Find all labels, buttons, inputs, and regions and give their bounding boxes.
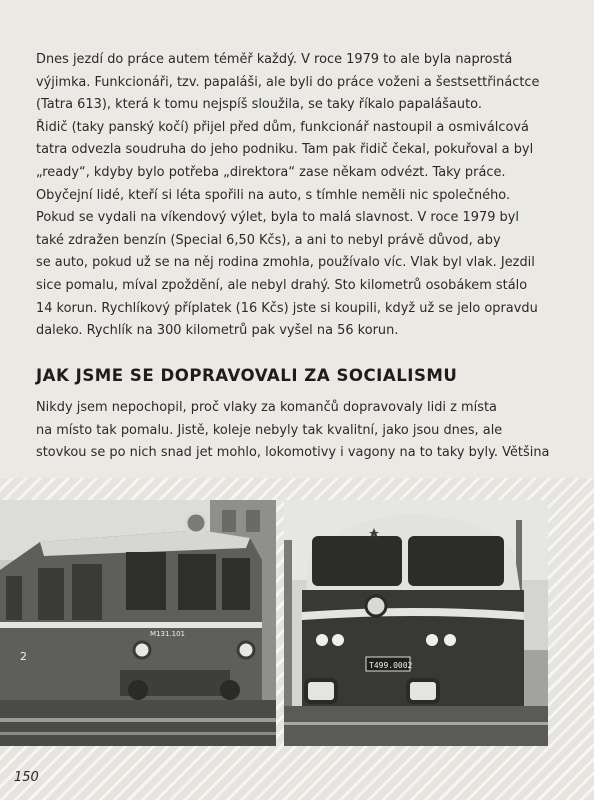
railcar-number: M131.101 <box>150 630 185 638</box>
text-line: na místo tak pomalu. Jistě, koleje nebyly tak kvalitní, jako jsou dnes, ale <box>36 422 503 438</box>
section-heading: JAK JSME SE DOPRAVOVALI ZA SOCIALISMU <box>36 366 458 385</box>
text-line: Nikdy jsem nepochopil, proč vlaky za komančů dopravovaly lidi z místa <box>36 400 497 415</box>
text-line: tatra odvezla soudruha do jeho podniku. Tam pak řidič čekal, pokuřoval a byl <box>36 142 534 158</box>
text-line: (Tatra 613), která k tomu nejspíš sloužila, se taky říkalo papalášauto. <box>36 97 482 113</box>
text-line: Obyčejní lidé, kteří si léta spořili na auto, s tímhle neměli nic společného. <box>36 187 511 203</box>
text-line: výjimka. Funkcionáři, tzv. papaláši, ale byli do práce voženi a šestsettřináctce <box>36 74 540 90</box>
text-line: Dnes jezdí do práce autem téměř každý. V roce 1979 to ale byla naprostá <box>36 52 513 67</box>
text-line: stovkou se po nich snad jet mohlo, lokomotivy i vagony na to taky byly. Většina <box>36 445 550 461</box>
text-line: „ready“, kdyby bylo potřeba „direktora“ zase někam odvézt. Taky práce. <box>36 164 506 180</box>
text-line: Řidič (taky panský kočí) přijel před dům, funkcionář nastoupil a osmiválcová <box>36 119 529 135</box>
text-line: také zdražen benzín (Special 6,50 Kčs), a ani to nebyl právě důvod, aby <box>36 232 501 248</box>
page-number: 150 <box>14 770 39 785</box>
text-line: se auto, pokud už se na něj rodina zmohla, používalo víc. Vlak byl vlak. Jezdil <box>36 255 535 271</box>
text-line: Pokud se vydali na víkendový výlet, byla to malá slavnost. V roce 1979 byl <box>36 210 520 226</box>
locomotive-photo <box>284 500 548 746</box>
intro-paragraph <box>36 49 561 343</box>
text-line: 14 korun. Rychlíkový příplatek (16 Kčs) jste si koupili, když už se jelo opravdu <box>36 300 538 316</box>
text-line: sice pomalu, míval zpoždění, ale nebyl drahý. Sto kilometrů osobákem stálo <box>36 277 528 293</box>
text-line: daleko. Rychlík na 300 kilometrů pak vyšel na 56 korun. <box>36 323 399 339</box>
railcar-side-number: 2 <box>20 650 27 663</box>
railcar-photo <box>0 500 276 746</box>
locomotive-number: T499.0002 <box>369 661 413 670</box>
section-paragraph <box>36 397 561 465</box>
